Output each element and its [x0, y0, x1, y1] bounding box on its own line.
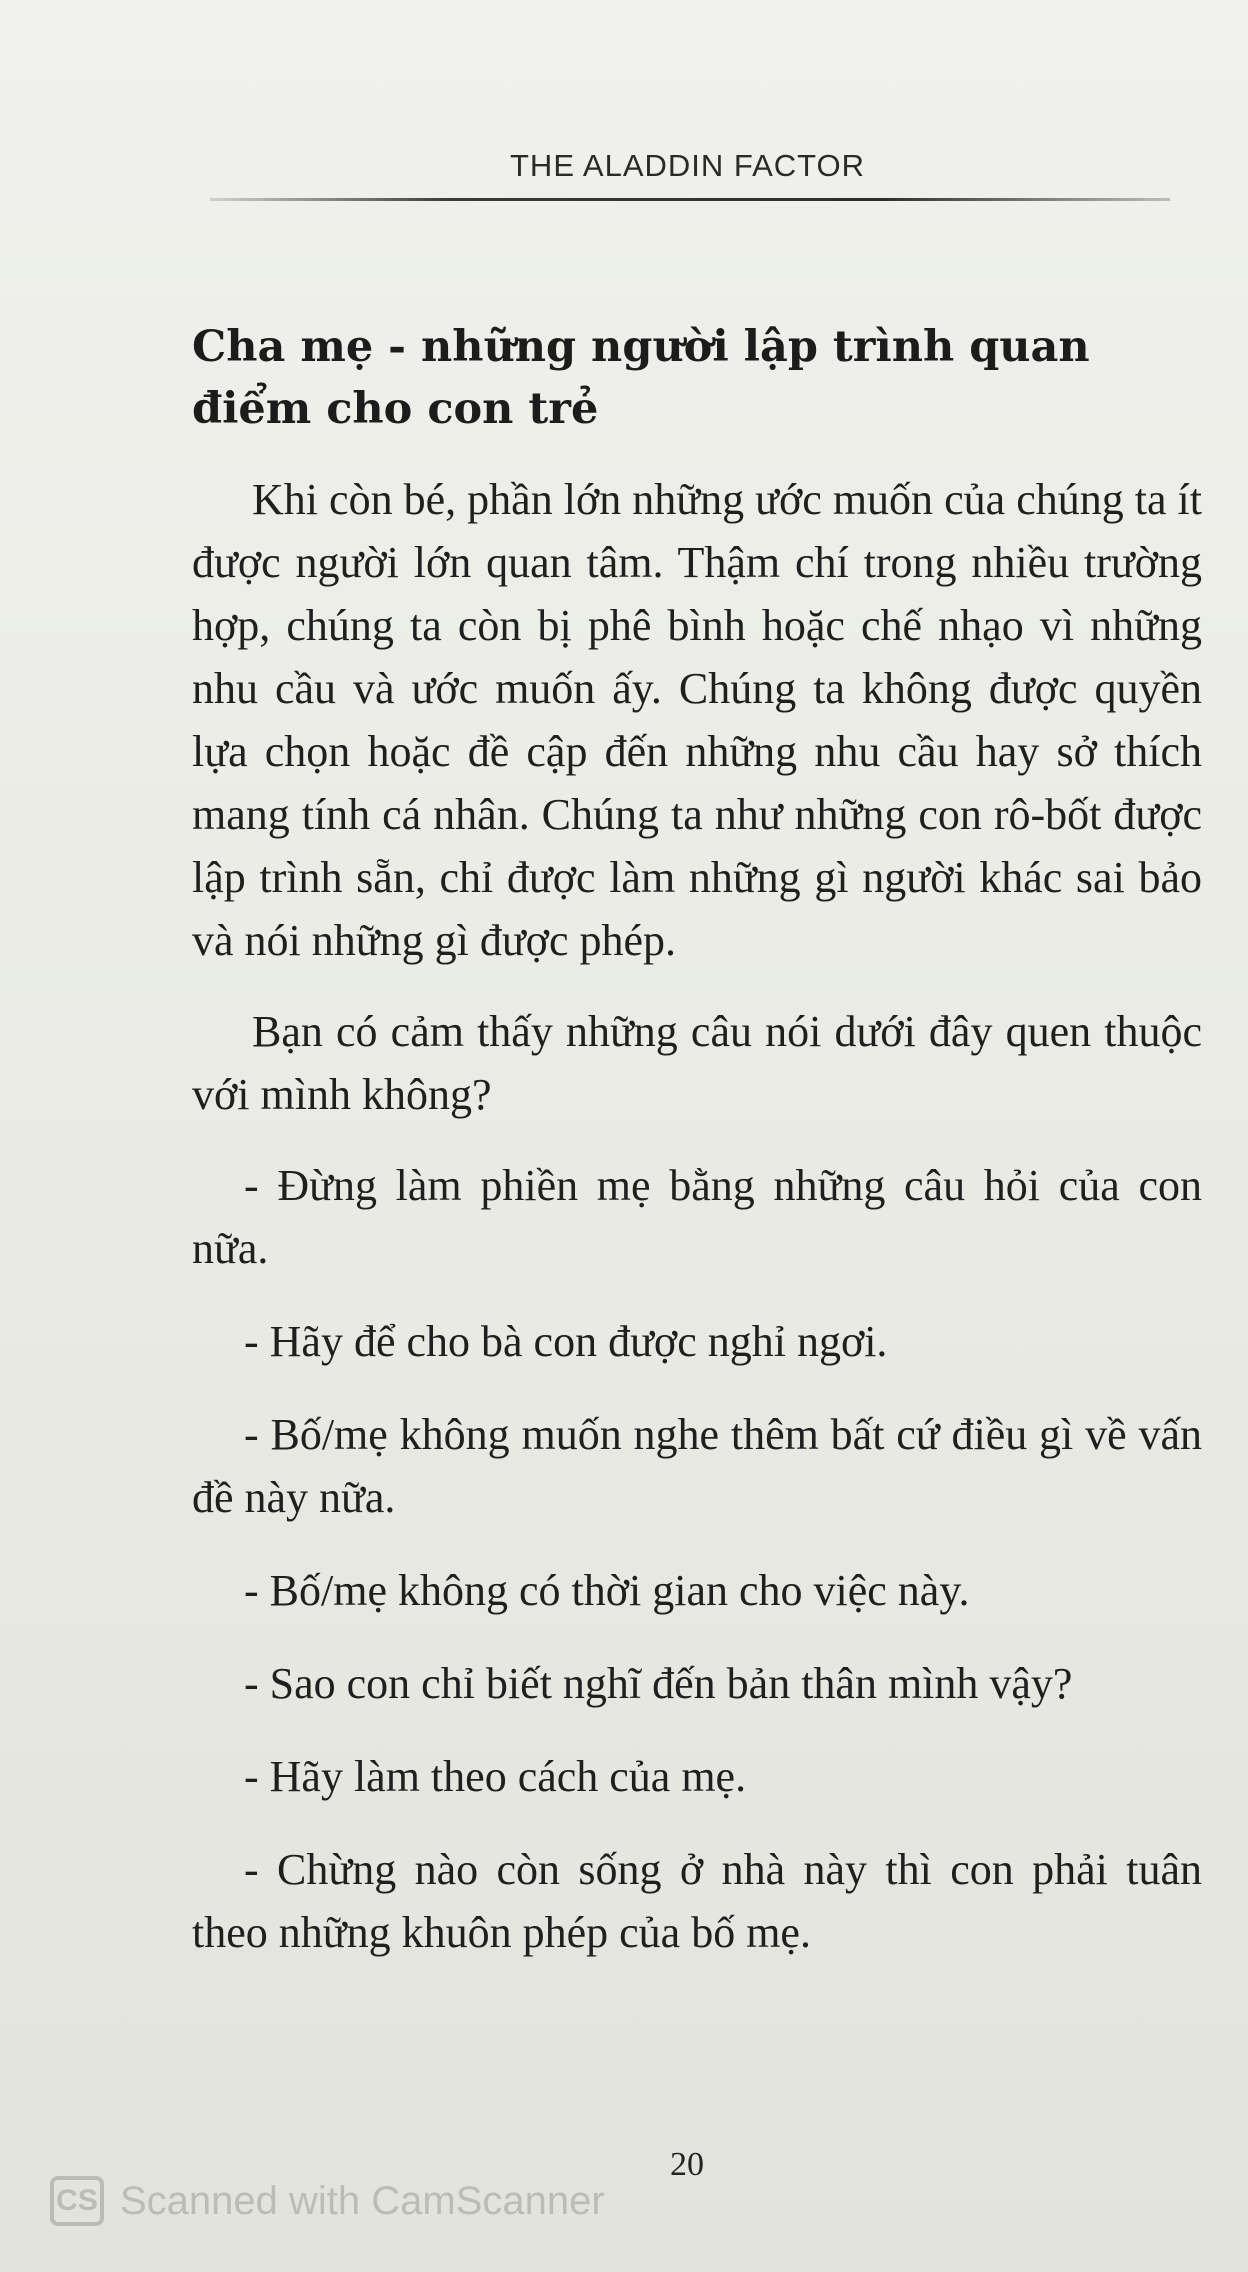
page-content [192, 316, 1202, 1994]
quote-item: - Đừng làm phiền mẹ bằng những câu hỏi của con nữa. [192, 1161, 1202, 1273]
section-title: Cha mẹ - những người lập trình quan điểm cho con trẻ [192, 322, 1090, 434]
camscanner-watermark [50, 2176, 605, 2226]
body-paragraph: Khi còn bé, phần lớn những ước muốn của chúng ta ít được người lớn quan tâm. Thậm chí trong nhiều trường hợp, chúng ta còn bị phê bình hoặc chế nhạo vì những nhu cầu và ước muốn ấy. Chúng ta không được quyền lựa chọn hoặc đề cập đến những nhu cầu hay sở thích mang tính cá nhân. Chúng ta như những con rô-bốt được lập trình sẵn, chỉ được làm những gì người khác sai bảo và nói những gì được phép. [192, 475, 1202, 965]
quote-item: - Hãy để cho bà con được nghỉ ngơi. [244, 1317, 888, 1366]
quote-item: - Hãy làm theo cách của mẹ. [244, 1752, 747, 1801]
body-paragraph: Bạn có cảm thấy những câu nói dưới đây quen thuộc với mình không? [192, 1007, 1202, 1119]
page-number: 20 [670, 2146, 704, 2183]
camscanner-logo-icon: CS [50, 2176, 104, 2226]
watermark-text: Scanned with CamScanner [120, 2178, 605, 2223]
quote-item: - Bố/mẹ không muốn nghe thêm bất cứ điều gì về vấn đề này nữa. [192, 1410, 1202, 1522]
quote-item: - Sao con chỉ biết nghĩ đến bản thân mình vậy? [244, 1659, 1073, 1708]
quote-item: - Chừng nào còn sống ở nhà này thì con phải tuân theo những khuôn phép của bố mẹ. [192, 1845, 1202, 1957]
header-rule [210, 198, 1170, 201]
running-head: THE ALADDIN FACTOR [510, 148, 866, 183]
quote-item: - Bố/mẹ không có thời gian cho việc này. [244, 1566, 970, 1615]
